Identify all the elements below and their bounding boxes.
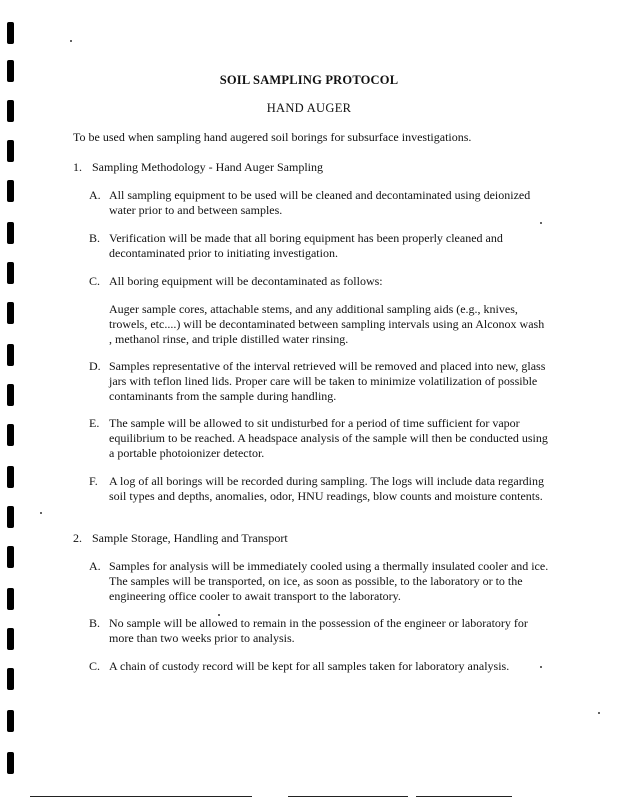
item-text: Samples for analysis will be immediately cooled using a thermally insulated cooler and ice. The samples will be transported, on ice, as soon as possible, to the laboratory or to the engineering office cooler to await transport to the laboratory. [109,559,549,603]
binder-hole [7,588,14,610]
binder-hole [7,344,14,366]
scan-speck [70,40,72,42]
binder-hole [7,466,14,488]
signature-line [30,796,252,797]
list-item [89,616,549,646]
sub-paragraph: Auger sample cores, attachable stems, and any additional sampling aids (e.g., knives, trowels, etc....) will be decontaminated between sampling intervals using an Alconox wash , methanol rinse, and triple distilled water rinsing. [109,302,545,346]
item-letter: A. [89,559,101,573]
item-text: Samples representative of the interval retrieved will be removed and placed into new, glass jars with teflon lined lids. Proper care will be taken to minimize volatilization of possible contaminants from the sample during handling. [109,359,546,403]
list-item [89,231,549,261]
item-text: All boring equipment will be decontaminated as follows: [109,274,383,288]
document-title: SOIL SAMPLING PROTOCOL [219,73,399,87]
binder-hole [7,262,14,284]
binder-hole [7,668,14,690]
binder-hole [7,180,14,202]
item-letter: B. [89,616,101,630]
intro-text: To be used when sampling hand augered soil borings for subsurface investigations. [73,130,472,144]
list-item [89,359,549,404]
document-subtitle: HAND AUGER [266,101,352,115]
item-letter: E. [89,416,100,430]
item-text: A log of all borings will be recorded during sampling. The logs will include data regarding soil types and depths, anomalies, odor, HNU readings, blow counts and moisture contents. [109,474,545,503]
section-title: Sample Storage, Handling and Transport [92,531,288,545]
binder-hole [7,22,14,44]
scan-speck [598,712,600,714]
item-letter: D. [89,359,101,373]
binder-hole [7,710,14,732]
signature-line [416,796,512,797]
binder-hole [7,628,14,650]
binder-hole [7,752,14,774]
signature-line [288,796,408,797]
item-letter: F. [89,474,98,488]
section-heading [73,160,323,175]
scan-speck [40,512,42,514]
list-item [89,188,549,218]
list-item [89,416,549,461]
binder-hole [7,140,14,162]
binder-hole [7,506,14,528]
binder-hole [7,546,14,568]
binder-hole [7,302,14,324]
binder-hole [7,424,14,446]
scan-speck [540,222,542,224]
item-letter: C. [89,659,101,673]
item-letter: B. [89,231,101,245]
list-item [89,559,549,604]
item-text: A chain of custody record will be kept for all samples taken for laboratory analysis. [109,659,510,673]
list-item [89,474,549,504]
binder-hole [7,384,14,406]
list-item [89,274,549,289]
section-number: 2. [73,531,82,545]
item-text: The sample will be allowed to sit undisturbed for a period of time sufficient for vapor equilibrium to be reached. A headspace analysis of the sample will then be conducted using a portable photoionizer detector. [109,416,548,460]
section-heading [73,531,288,546]
list-item [89,659,549,674]
section-title: Sampling Methodology - Hand Auger Sampling [92,160,323,174]
item-letter: C. [89,274,101,288]
section-number: 1. [73,160,82,174]
item-text: No sample will be allowed to remain in the possession of the engineer or laboratory for more than two weeks prior to analysis. [109,616,528,645]
binder-hole [7,222,14,244]
item-letter: A. [89,188,101,202]
item-text: All sampling equipment to be used will be cleaned and decontaminated using deionized water prior to and between samples. [109,188,531,217]
item-text: Verification will be made that all boring equipment has been properly cleaned and decontaminated prior to initiating investigation. [109,231,503,260]
